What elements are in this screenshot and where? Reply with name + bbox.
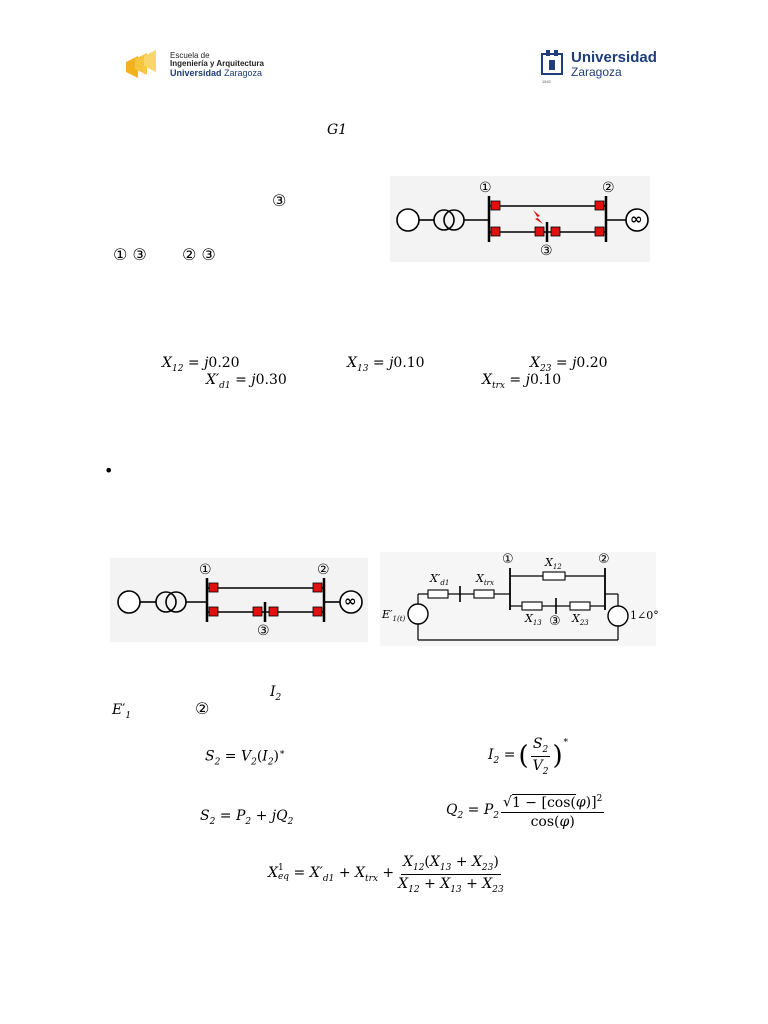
eina-logo bbox=[124, 46, 274, 86]
circuit-x13-label: $X_{13}$ bbox=[525, 612, 542, 628]
bus3-reference: ③ bbox=[272, 191, 287, 210]
param-xd1: $X'_{d1} = j0.30$ bbox=[206, 372, 287, 391]
impedance-xd1 bbox=[428, 590, 448, 598]
equation-s2-v2-i2: $S_2 = V_2(I_2)^∗$ bbox=[205, 748, 286, 768]
circuit-x12-label: $X_{12}$ bbox=[545, 556, 562, 572]
param-xtrx: $X_{trx} = j0.10$ bbox=[482, 372, 562, 391]
eina-line3-bold: Universidad bbox=[170, 67, 222, 78]
circuit-bus2-label: ② bbox=[598, 552, 610, 567]
impedance-x23 bbox=[570, 602, 590, 610]
bus2-reference: ② bbox=[195, 699, 210, 718]
bullet-point: • bbox=[104, 461, 114, 480]
circuit-bus3-label: ③ bbox=[549, 614, 561, 629]
impedance-xtrx bbox=[474, 590, 494, 598]
breaker bbox=[313, 607, 322, 616]
param-x23: $X_{23} = j0.20$ bbox=[530, 355, 608, 374]
diagram1-bus1-label: ① bbox=[479, 180, 492, 196]
breaker bbox=[595, 201, 604, 210]
circuit-e1-label: $E'_{1(t)}$ bbox=[382, 608, 406, 624]
generator-symbol bbox=[118, 591, 140, 613]
circuit-xtrx-label: $X_{trx}$ bbox=[476, 572, 494, 588]
eina-line2: Ingeniería y Arquitectura bbox=[170, 59, 264, 69]
eina-line1: Escuela de bbox=[170, 51, 210, 60]
eina-line3-rest: Zaragoza bbox=[221, 67, 263, 78]
voltage-source-symbol bbox=[608, 606, 628, 626]
breaker bbox=[595, 227, 604, 236]
unizar-line2: Zaragoza bbox=[571, 64, 622, 79]
diagram1-bus3-label: ③ bbox=[540, 243, 553, 259]
impedance-x12 bbox=[543, 572, 565, 580]
param-x13: $X_{13} = j0.10$ bbox=[347, 355, 425, 374]
diagram2-bus2-label: ② bbox=[317, 562, 330, 578]
e1-label: $E'_1$ bbox=[112, 702, 132, 721]
buses-1-3-reference: ① ③ bbox=[113, 245, 147, 264]
equation-s2-pq: $S_2 = P_2 + jQ_2$ bbox=[200, 808, 294, 827]
buses-2-3-reference: ② ③ bbox=[182, 245, 216, 264]
equation-q2: $Q_2 = P_2$ $\frac{√1 - [\cos(\varphi)]^2}{\cos(\varphi)}$ bbox=[446, 794, 603, 830]
breaker bbox=[535, 227, 544, 236]
eina-logo-mark-icon bbox=[124, 48, 160, 84]
unizar-year: 1542 bbox=[542, 79, 551, 84]
circuit-xd1-label: $X'_{d1}$ bbox=[430, 572, 450, 588]
one-line-diagram-fault bbox=[390, 176, 650, 262]
one-line-diagram-cleared bbox=[110, 558, 368, 642]
breaker bbox=[491, 201, 500, 210]
equation-i2: $I_2$ = ( $\frac{S_2}{V_2}$ ) ∗ bbox=[488, 736, 569, 777]
breaker bbox=[491, 227, 500, 236]
diagram1-infinite-label: ∞ bbox=[630, 210, 643, 228]
g1-label: G1 bbox=[327, 122, 348, 138]
unizar-line1: Universidad bbox=[571, 49, 657, 66]
unizar-crest-icon bbox=[540, 48, 564, 80]
breaker bbox=[313, 583, 322, 592]
diagram2-bus3-label: ③ bbox=[257, 623, 270, 639]
diagram1-bus2-label: ② bbox=[602, 180, 615, 196]
breaker bbox=[551, 227, 560, 236]
equation-xeq: X 1 eq = $X'_{d1} + X_{trx}$ + $\frac{X_{12}(X_{13} + X_{23})}{X_{12} + X_{13} + X_{23}}$ bbox=[268, 854, 504, 895]
circuit-v-source-label: 1∠0° bbox=[630, 609, 659, 622]
breaker bbox=[253, 607, 262, 616]
breaker bbox=[209, 607, 218, 616]
breaker bbox=[269, 607, 278, 616]
circuit-bus1-label: ① bbox=[502, 552, 514, 567]
diagram2-infinite-label: ∞ bbox=[344, 592, 357, 610]
i2-label: $I_2$ bbox=[270, 684, 282, 703]
fault-lightning-icon bbox=[533, 210, 543, 224]
breaker bbox=[209, 583, 218, 592]
emf-source-symbol bbox=[408, 604, 428, 624]
impedance-x13 bbox=[522, 602, 542, 610]
circuit-x23-label: $X_{23}$ bbox=[572, 612, 589, 628]
diagram2-bus1-label: ① bbox=[199, 562, 212, 578]
unizar-logo bbox=[540, 46, 655, 82]
param-x12: $X_{12} = j0.20$ bbox=[162, 355, 240, 374]
equivalent-circuit bbox=[380, 552, 659, 646]
generator-symbol bbox=[397, 209, 419, 231]
